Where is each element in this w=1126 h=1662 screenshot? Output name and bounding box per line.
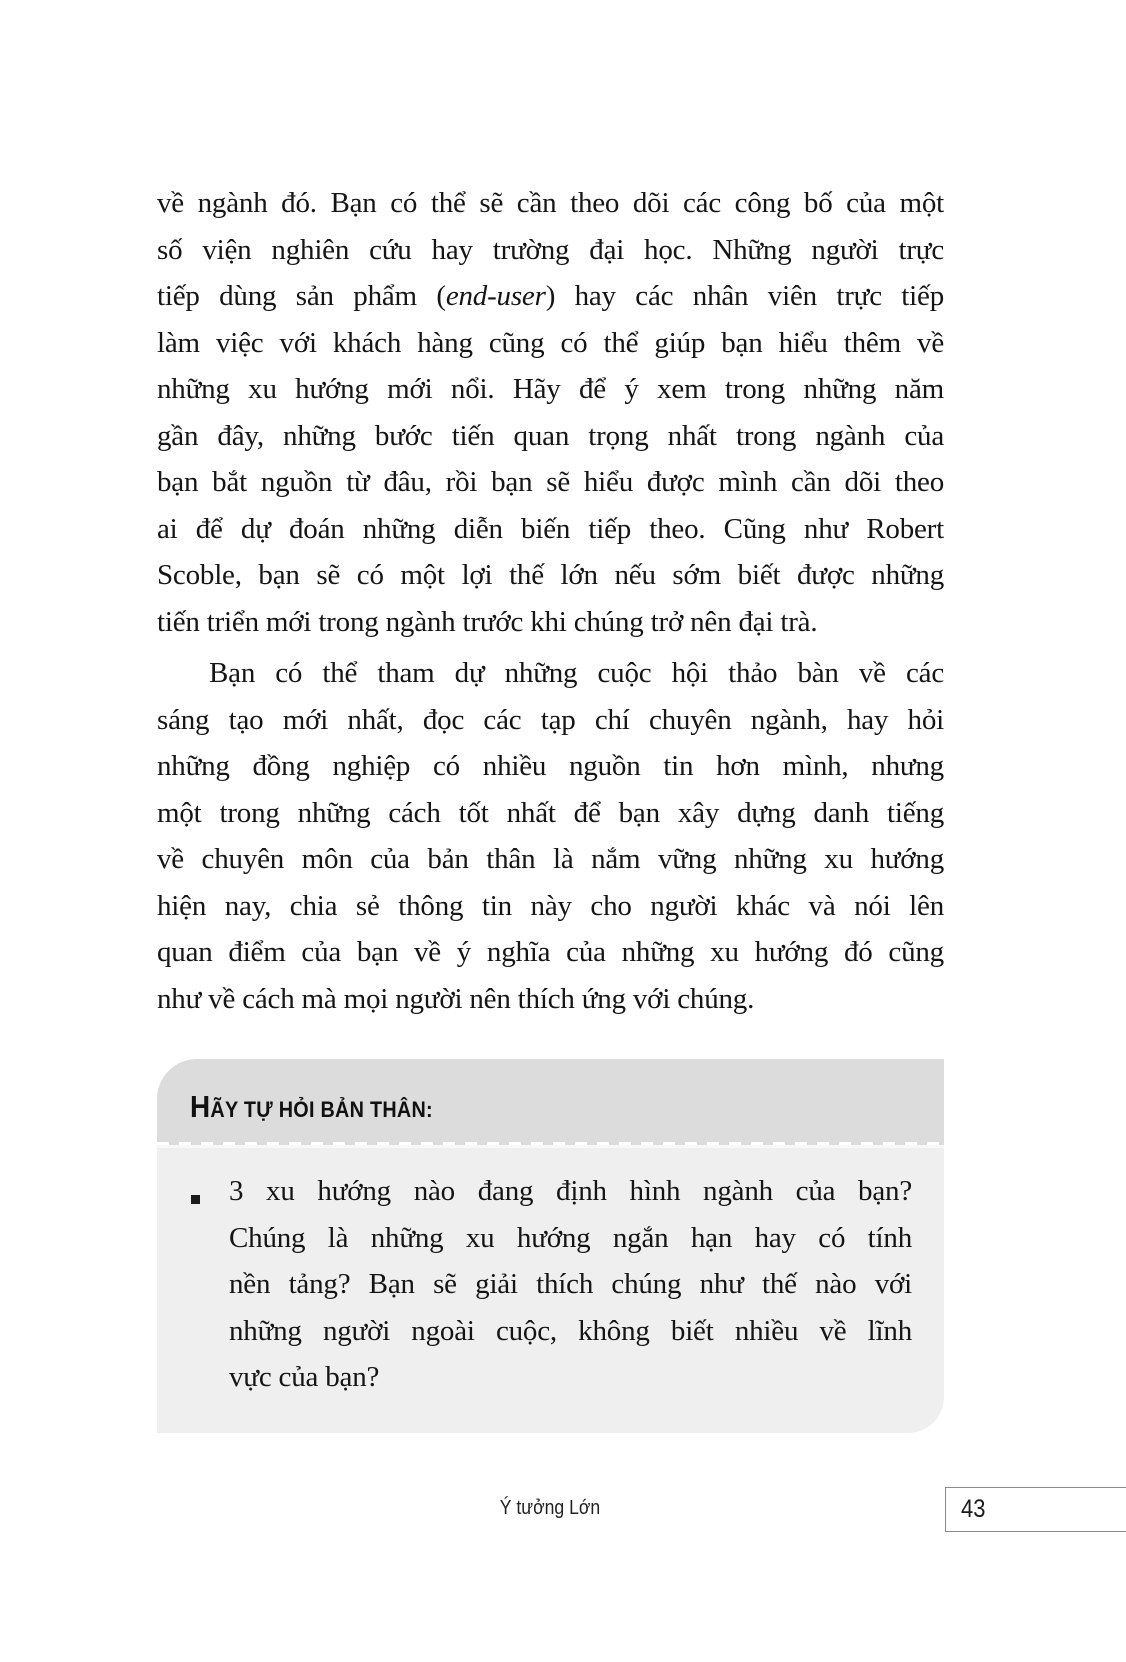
- text-line: nền tảng? Bạn sẽ giải thích chúng như thế nào với: [229, 1268, 912, 1300]
- dashed-divider: [157, 1142, 944, 1145]
- heading-drop-cap: H: [190, 1089, 211, 1124]
- text-line: những người ngoài cuộc, không biết nhiều về lĩnh: [229, 1314, 912, 1347]
- text-segment: ) hay các nhân viên trực tiếp: [545, 280, 944, 312]
- text-line: làm việc với khách hàng cũng có thể giúp bạn hiểu thêm về: [157, 326, 944, 359]
- text-line: ai để dự đoán những diễn biến tiếp theo. Cũng như Robert: [157, 512, 944, 545]
- heading-text: ÃY TỰ HỎI BẢN THÂN:: [210, 1097, 433, 1122]
- text-line: Chúng là những xu hướng ngắn hạn hay có tính: [229, 1221, 912, 1254]
- page-number: 43: [961, 1495, 986, 1523]
- text-line: quan điểm của bạn về ý nghĩa của những xu hướng đó cũng: [157, 936, 944, 968]
- text-line: sáng tạo mới nhất, đọc các tạp chí chuyên ngành, hay hỏi: [157, 703, 944, 736]
- text-line: một trong những cách tốt nhất để bạn xây dựng danh tiếng: [157, 796, 944, 829]
- text-segment: tiếp dùng sản phẩm (: [157, 280, 446, 312]
- square-bullet-icon: [191, 1195, 200, 1204]
- paragraph-1: [157, 180, 944, 645]
- question-text: [229, 1168, 912, 1401]
- text-line: như về cách mà mọi người nên thích ứng với chúng.: [157, 982, 755, 1015]
- text-line: Bạn có thể tham dự những cuộc hội thảo bàn về các: [209, 657, 944, 689]
- text-line: số viện nghiên cứu hay trường đại học. Những người trực: [157, 233, 944, 266]
- box-header: [157, 1059, 944, 1145]
- text-line: những xu hướng mới nổi. Hãy để ý xem trong những năm: [157, 373, 944, 405]
- text-line: bạn bắt nguồn từ đâu, rồi bạn sẽ hiểu được mình cần dõi theo: [157, 466, 944, 498]
- text-line: gần đây, những bước tiến quan trọng nhất trong ngành của: [157, 419, 944, 452]
- divider: [157, 1145, 944, 1148]
- text-line: Scoble, bạn sẽ có một lợi thế lớn nếu sớm biết được những: [157, 559, 944, 591]
- italic-term: end-user: [445, 280, 546, 312]
- text-line: [157, 273, 944, 320]
- self-question-box: [157, 1059, 944, 1433]
- text-line: về chuyên môn của bản thân là nắm vững những xu hướng: [157, 843, 944, 875]
- text-line: 3 xu hướng nào đang định hình ngành của bạn?: [229, 1175, 912, 1207]
- box-heading: [190, 1089, 433, 1125]
- text-line: những đồng nghiệp có nhiều nguồn tin hơn mình, nhưng: [157, 750, 944, 782]
- page-number-box: [945, 1487, 1126, 1532]
- text-line: về ngành đó. Bạn có thể sẽ cần theo dõi các công bố của một: [157, 187, 944, 219]
- text-line: vực của bạn?: [229, 1361, 380, 1393]
- paragraph-2: [157, 650, 944, 1022]
- text-line: hiện nay, chia sẻ thông tin này cho người khác và nói lên: [157, 889, 944, 922]
- text-line: tiến triển mới trong ngành trước khi chúng trở nên đại trà.: [157, 605, 818, 638]
- book-title: Ý tưởng Lớn: [499, 1497, 601, 1519]
